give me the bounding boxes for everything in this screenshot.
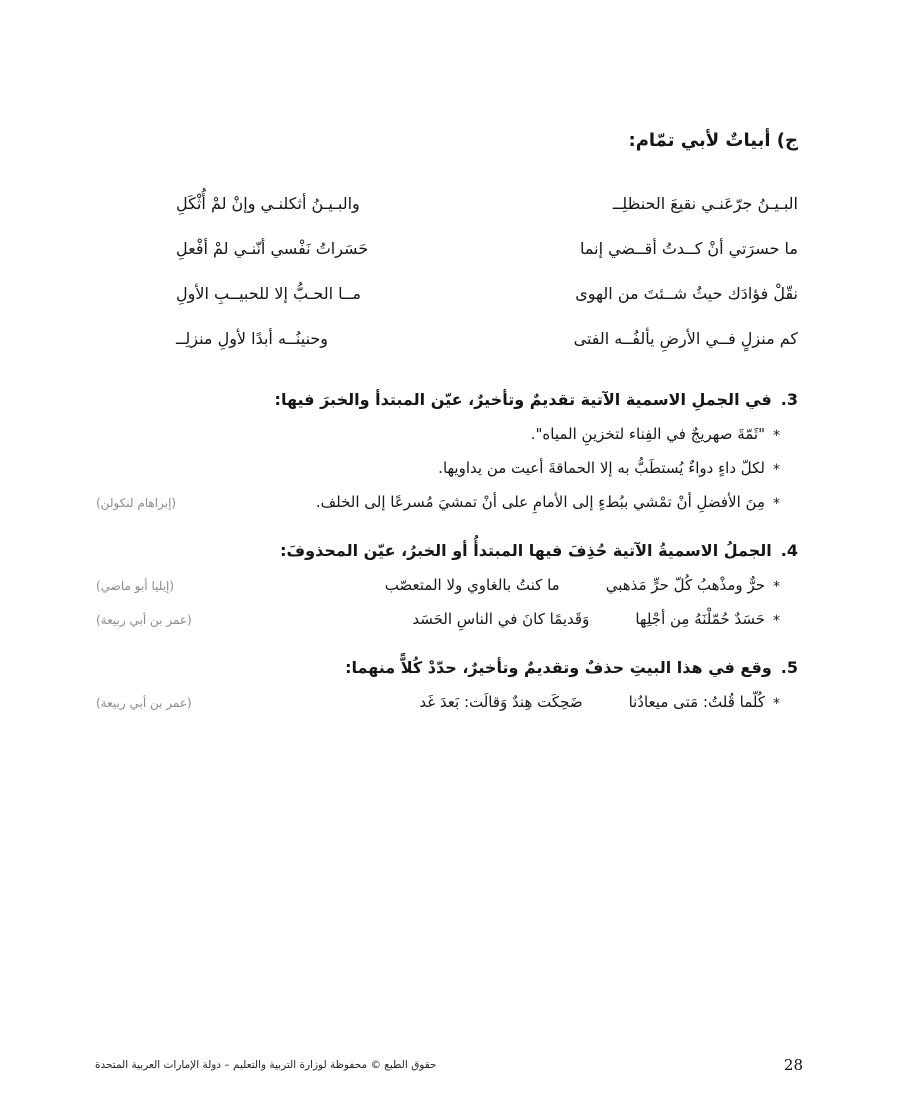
bullet-marker: * (773, 428, 780, 444)
poem-couplet (176, 283, 798, 305)
verse-pair (412, 607, 765, 632)
list-item (96, 573, 798, 599)
question-number: 4. (780, 541, 798, 560)
hemistich-right: حرٌّ ومذْهبُ كُلّ حرٍّ مَذهبي (605, 576, 765, 594)
question-title-text: وقع في هذا البيتِ حذفٌ وتقديمٌ وتأخيرٌ، حدّدْ كُلاًّ منهما: (345, 658, 772, 677)
poem-couplet (176, 238, 798, 260)
hemistich-left: مــا الحـبُّ إلا للحبيــبِ الأولِ (176, 284, 361, 303)
attribution: (إيليا أبو ماضي) (96, 579, 175, 593)
bullet-marker: * (773, 462, 780, 478)
question-title-text: الجملُ الاسميةُ الآتية حُذِفَ فيها المبتدأُ أو الخبرُ، عيّن المحذوفَ: (280, 541, 772, 560)
attribution: (عمر بن أبي ربيعة) (96, 613, 192, 627)
question-3-title (96, 388, 798, 412)
list-item (96, 422, 798, 448)
list-item-text-group (531, 422, 780, 448)
list-item-text-group (419, 690, 780, 716)
question-title-text: في الجملِ الاسمية الآتية تقديمٌ وتأخيرٌ، عيّن المبتدأ والخبرَ فيها: (274, 390, 772, 409)
list-item-text-group (385, 573, 780, 599)
hemistich-left: والبـيـنُ أثكلنـي وإنْ لمْ أُثْكَلِ (176, 194, 360, 213)
verse-pair (419, 690, 765, 715)
question-number: 5. (780, 658, 798, 677)
hemistich-left: وَقَديمًا كانَ في الناسِ الحَسَد (412, 610, 590, 628)
question-number: 3. (780, 390, 798, 409)
bullet-marker: * (773, 496, 780, 512)
poem-couplet (176, 193, 798, 215)
question-4-title (96, 539, 798, 563)
copyright-notice: حقوق الطبع © محفوظة لوزارة التربية والتعليم – دولة الإمارات العربية المتحدة (95, 1059, 437, 1071)
question-3 (96, 388, 798, 516)
list-item-text: "ثَمّةَ صهريجٌ في الفِناء لتخزينِ المياه". (530, 425, 765, 443)
list-item (96, 690, 798, 716)
attribution: (إبراهام لنكولن) (96, 496, 177, 510)
list-item (96, 490, 798, 516)
poem-couplet (176, 328, 798, 350)
poem-block (176, 193, 798, 350)
bullet-marker: * (773, 696, 780, 712)
list-item-text-group (316, 490, 780, 516)
list-item (96, 456, 798, 482)
hemistich-right: البـيـنُ جرّعَنـي نقيعَ الحنظلِــ (612, 194, 798, 213)
attribution: (عمر بن أبي ربيعة) (96, 696, 192, 710)
question-5-title (96, 656, 798, 680)
page-footer (95, 1056, 803, 1074)
list-item-text: مِنَ الأفضلِ أنْ تمْشي ببُطءٍ إلى الأمامِ على أنْ تمشيَ مُسرعًا إلى الخلف. (315, 493, 765, 511)
list-item-text-group (438, 456, 780, 482)
page-content (96, 128, 798, 739)
hemistich-right: ما حسرَتي أنْ كــدتُ أقــضي إنما (579, 239, 798, 258)
list-item-text-group (412, 607, 780, 633)
list-item (96, 607, 798, 633)
bullet-marker: * (773, 579, 780, 595)
hemistich-left: حَسَراتُ نَفْسي أنّنـي لمْ أفْعلِ (176, 239, 369, 258)
bullet-marker: * (773, 613, 780, 629)
hemistich-right: حَسَدٌ حُمّلْنَهُ مِن أجْلِها (635, 610, 765, 628)
verse-pair (385, 573, 765, 598)
list-item-text: لكلّ داءٍ دواءٌ يُستطَبُّ به إلا الحماقةَ أعيت من يداويها. (438, 459, 765, 477)
hemistich-left: ضَحِكَت هِندٌ وَقالَت: بَعدَ غَد (419, 693, 583, 711)
hemistich-left: وحنينُــه أبدًا لأولِ منزلِــ (176, 329, 329, 348)
question-4 (96, 539, 798, 633)
question-5 (96, 656, 798, 716)
hemistich-left: ما كنتُ بالغاوي ولا المتعصّب (384, 576, 560, 594)
hemistich-right: كم منزلٍ فــي الأرضِ يألفُــه الفتى (573, 329, 798, 348)
poem-heading: ج) أبياتٌ لأبي تمّام: (628, 130, 798, 151)
page-number: 28 (783, 1056, 803, 1074)
hemistich-right: نقّلْ فؤادَك حيثُ شــئتَ من الهوى (575, 284, 798, 303)
hemistich-right: كُلّما قُلتُ: مَتى ميعادُنا (628, 693, 765, 711)
